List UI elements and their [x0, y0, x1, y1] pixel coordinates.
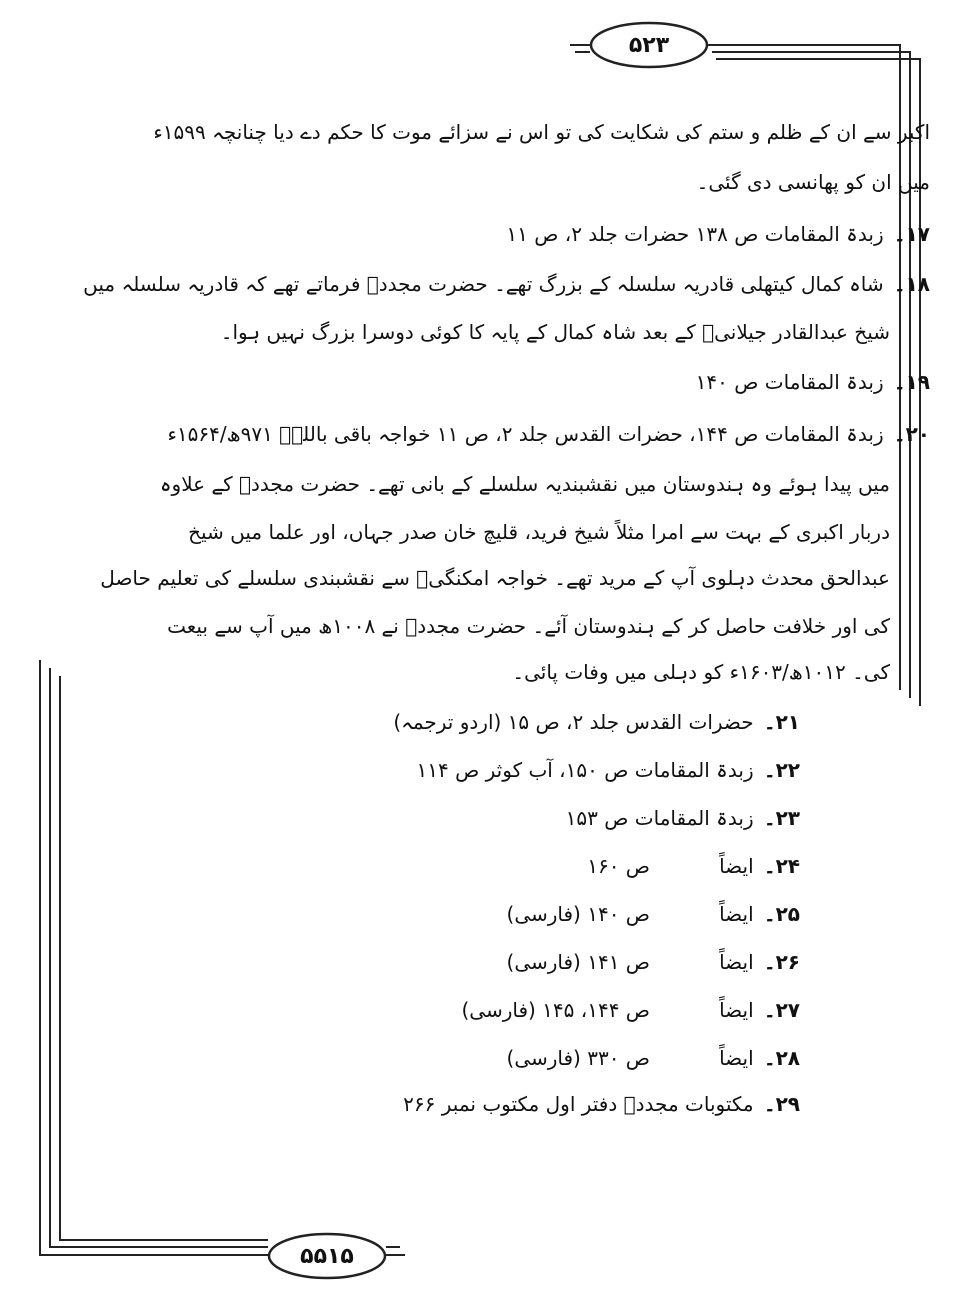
footnote-20-cont: کی اور خلافت حاصل کر کے ہندوستان آئے۔ حضرت مجددؒ نے ۱۰۰۸ھ میں آپ سے بیعت	[167, 614, 890, 638]
intro-line-2: میں ان کو پھانسی دی گئی۔	[696, 170, 930, 194]
footnote-ibid: ایضاً	[719, 1046, 754, 1070]
footnote-22	[417, 748, 801, 792]
footnote-number: ۲۷۔	[763, 998, 800, 1022]
footnote-text: مکتوبات مجددؒ دفتر اول مکتوب نمبر ۲۶۶	[403, 1092, 754, 1116]
footnote-20-cont: عبدالحق محدث دہلوی آپ کے مرید تھے۔ خواجہ امکنگیؒ سے نقشبندی سلسلے کی تعلیم حاصل	[100, 566, 890, 590]
page-number-top: ۵۲۳	[628, 32, 670, 58]
footnote-20-cont: کی۔ ۱۰۱۲ھ/۱۶۰۳ء کو دہلی میں وفات پائی۔	[512, 660, 890, 684]
footnote-20-cont: میں پیدا ہوئے وہ ہندوستان میں نقشبندیہ سلسلے کے بانی تھے۔ حضرت مجددؒ کے علاوہ	[159, 472, 890, 496]
footnote-ref: ص ۱۴۴، ۱۴۵ (فارسی)	[461, 998, 650, 1022]
footnote-29	[403, 1082, 800, 1126]
footnote-ibid: ایضاً	[719, 854, 754, 878]
footnote-number: ۲۶۔	[763, 950, 800, 974]
footnote-number: ۱۸۔	[893, 272, 930, 296]
footnote-text: حضرات القدس جلد ۲، ص ۱۵ (اردو ترجمہ)	[393, 710, 754, 734]
footnote-24	[380, 844, 800, 888]
footnote-18-cont: شیخ عبدالقادر جیلانیؒ کے بعد شاہ کمال کے پایہ کا کوئی دوسرا بزرگ نہیں ہوا۔	[220, 320, 890, 344]
footnote-ibid: ایضاً	[719, 902, 754, 926]
footnote-text: زبدۃ المقامات ص ۱۴۴، حضرات القدس جلد ۲، ص ۱۱ خواجہ باقی باللہؒ ۹۷۱ھ/۱۵۶۴ء	[167, 422, 884, 446]
intro-line-1: اکبر سے ان کے ظلم و ستم کی شکایت کی تو اس نے سزائے موت کا حکم دے دیا چنانچہ ۱۵۹۹ء	[153, 120, 930, 144]
footnote-20	[168, 412, 931, 456]
footnote-27	[380, 988, 800, 1032]
footnote-ref: ص ۳۳۰ (فارسی)	[506, 1046, 650, 1070]
footnote-28	[380, 1036, 800, 1080]
footnote-number: ۱۷۔	[893, 222, 930, 246]
footnote-ref: ص ۱۴۰ (فارسی)	[506, 902, 650, 926]
footnote-number: ۲۵۔	[763, 902, 800, 926]
footnote-18	[83, 262, 930, 306]
footnote-number: ۲۲۔	[763, 758, 800, 782]
footnote-ref: ص ۱۴۱ (فارسی)	[506, 950, 650, 974]
footnote-number: ۲۹۔	[763, 1092, 800, 1116]
footnote-number: ۲۱۔	[763, 710, 800, 734]
footnote-text: زبدۃ المقامات ص ۱۵۰، آب کوثر ص ۱۱۴	[416, 758, 754, 782]
footnote-number: ۱۹۔	[893, 370, 930, 394]
footnote-number: ۲۸۔	[763, 1046, 800, 1070]
footnote-text: زبدۃ المقامات ص ۱۴۰	[695, 370, 884, 394]
footnote-text: زبدۃ المقامات ص ۱۵۳	[565, 806, 754, 830]
footnote-21	[393, 700, 800, 744]
footnote-text: زبدۃ المقامات ص ۱۳۸ حضرات جلد ۲، ص ۱۱	[506, 222, 884, 246]
footnote-26	[380, 940, 800, 984]
footnote-23	[566, 796, 800, 840]
footnote-ibid: ایضاً	[719, 998, 754, 1022]
footnote-25	[380, 892, 800, 936]
footnote-number: ۲۳۔	[763, 806, 800, 830]
footnote-text: شاہ کمال کیتھلی قادریہ سلسلہ کے بزرگ تھے۔ حضرت مجددؒ فرماتے تھے کہ قادریہ سلسلہ میں	[83, 272, 884, 296]
page-number-bottom: ۵۵۱۵	[300, 1243, 354, 1269]
footnote-ref: ص ۱۶۰	[587, 854, 650, 878]
footnote-ibid: ایضاً	[719, 950, 754, 974]
footnote-number: ۲۰۔	[893, 422, 930, 446]
text-body	[83, 0, 930, 1315]
footnote-20-cont: دربار اکبری کے بہت سے امرا مثلاً شیخ فرید، قلیچ خان صدر جہاں، اور علما میں شیخ	[188, 520, 890, 544]
footnote-17	[506, 212, 930, 256]
footnote-19	[696, 360, 930, 404]
footnote-number: ۲۴۔	[763, 854, 800, 878]
